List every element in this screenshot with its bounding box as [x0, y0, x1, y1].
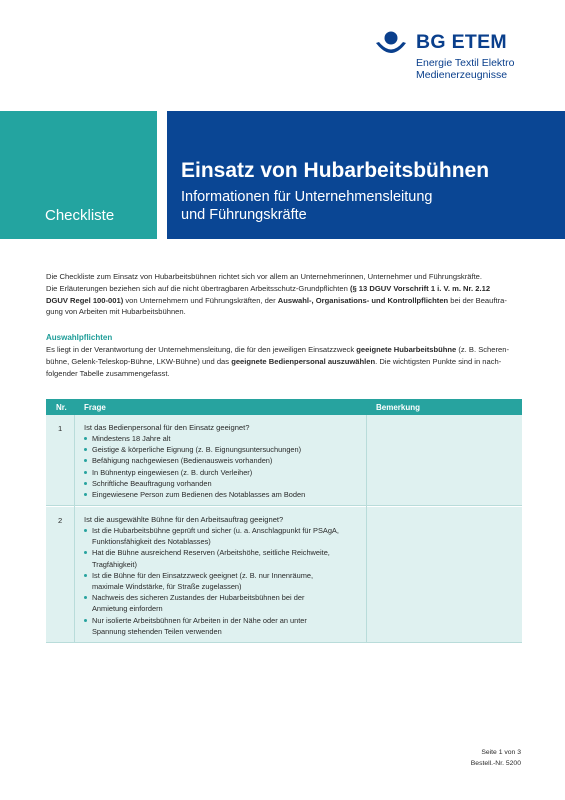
doc-type-label: Checkliste — [45, 207, 115, 224]
intro-text: von Unternehmern und Führungskräften, der — [123, 295, 278, 305]
intro-line: gung von Arbeiten mit Hubarbeitsbühnen. — [46, 307, 186, 317]
section-heading: Auswahlpflichten — [46, 333, 113, 342]
list-item-text: Ist die Bühne für den Einsatzzweck geeignet (z. B. nur Innenräume, — [92, 570, 314, 580]
row-checklist — [84, 525, 339, 637]
page-footer — [471, 747, 521, 769]
list-item-text: Nachweis des sicheren Zustandes der Hubarbeitsbühnen bei der — [92, 593, 305, 603]
intro-bold-text: (§ 13 DGUV Vorschrift 1 i. V. m. Nr. 2.12 — [349, 283, 491, 293]
row-question: Ist die ausgewählte Bühne für den Arbeitsauftrag geeignet? — [84, 515, 284, 524]
list-item — [84, 592, 339, 614]
intro-line — [46, 295, 526, 307]
list-item — [84, 547, 339, 569]
list-item: Schriftliche Beauftragung vorhanden — [84, 478, 305, 489]
page-number: Seite 1 von 3 — [481, 749, 521, 756]
doc-type-band — [0, 111, 157, 239]
section-line — [46, 356, 526, 368]
section-bold-text: geeignete Hubarbeitsbühne — [356, 345, 457, 354]
table-row — [46, 507, 522, 643]
section-line: folgender Tabelle zusammengefasst. — [46, 368, 170, 378]
section-text: . Die wichtigsten Punkte sind in nach- — [375, 356, 502, 366]
table-row — [46, 415, 522, 506]
table-header — [46, 399, 522, 415]
list-item: Mindestens 18 Jahre alt — [84, 433, 305, 444]
logo-title: BG ETEM — [416, 31, 507, 53]
row-number: 1 — [58, 424, 63, 433]
list-item-text: Spannung stehenden Teilen verwenden — [92, 626, 222, 636]
column-divider — [366, 415, 367, 643]
list-item-text: Hat die Bühne ausreichend Reserven (Arbeitshöhe, seitliche Reichweite, — [92, 548, 330, 558]
title-band — [167, 111, 565, 239]
intro-text: Die Erläuterungen beziehen sich auf die nicht übertragbaren Arbeitsschutz-Grundpflichten — [46, 283, 350, 293]
checklist-table — [46, 399, 522, 643]
list-item-text: maximale Windstärke, für Straße zugelassen) — [92, 582, 242, 592]
intro-line — [46, 283, 526, 295]
order-number: Bestell.-Nr. 5200 — [470, 760, 521, 767]
intro-bold-text: Auswahl-, Organisations- und Kontrollpflichten — [277, 295, 449, 305]
section-line — [46, 344, 526, 356]
section-text: bühne, Gelenk-Teleskop-Bühne, LKW-Bühne) und das — [46, 356, 232, 366]
intro-text: bei der Beauftra- — [448, 295, 507, 305]
column-header-nr: Nr. — [56, 403, 67, 412]
section-text: (z. B. Scheren- — [456, 345, 510, 354]
logo-subtitle-line2: Medienerzeugnisse — [416, 69, 508, 81]
list-item — [84, 525, 339, 547]
list-item-text: Anmietung einfordern — [92, 604, 163, 614]
bg-etem-logo-icon — [374, 29, 408, 63]
intro-paragraph — [46, 271, 526, 318]
column-header-bemerkung: Bemerkung — [376, 403, 421, 412]
list-item — [84, 615, 339, 637]
column-divider — [74, 415, 75, 643]
section-paragraph — [46, 344, 526, 379]
list-item: Geistige & körperliche Eignung (z. B. Eignungsuntersuchungen) — [84, 444, 305, 455]
list-item-text: Funktionsfähigkeit des Notablasses) — [92, 537, 211, 547]
intro-line: Die Checkliste zum Einsatz von Hubarbeitsbühnen richtet sich vor allem an Unternehmerinnen, Unternehmer und Führungskräfte. — [46, 272, 483, 281]
list-item — [84, 570, 339, 592]
row-question: Ist das Bedienpersonal für den Einsatz geeignet? — [84, 423, 250, 432]
page-subtitle-line2: und Führungskräfte — [181, 207, 307, 223]
page-subtitle-line1: Informationen für Unternehmensleitung — [181, 189, 433, 205]
list-item-text: Nur isolierte Arbeitsbühnen für Arbeiten in der Nähe oder an unter — [92, 615, 307, 625]
row-number: 2 — [58, 516, 63, 525]
list-item-text: Ist die Hubarbeitsbühne geprüft und sicher (u. a. Anschlagpunkt für PSAgA, — [92, 526, 339, 535]
intro-bold-text: DGUV Regel 100-001) — [46, 295, 124, 305]
page-title: Einsatz von Hubarbeitsbühnen — [181, 159, 490, 182]
row-checklist — [84, 433, 305, 500]
list-item: Eingewiesene Person zum Bedienen des Notablasses am Boden — [84, 489, 305, 500]
section-text: Es liegt in der Verantwortung der Unternehmensleitung, die für den jeweiligen Einsatzzweck — [46, 345, 357, 354]
list-item: Befähigung nachgewiesen (Bedienausweis vorhanden) — [84, 455, 305, 466]
column-header-frage: Frage — [84, 403, 106, 412]
logo-subtitle-line1: Energie Textil Elektro — [416, 57, 515, 69]
section-bold-text: geeignete Bedienpersonal auszuwählen — [231, 356, 376, 366]
list-item-text: Tragfähigkeit) — [92, 559, 137, 569]
bg-etem-logo — [374, 27, 544, 87]
list-item: In Bühnentyp eingewiesen (z. B. durch Verleiher) — [84, 467, 305, 478]
